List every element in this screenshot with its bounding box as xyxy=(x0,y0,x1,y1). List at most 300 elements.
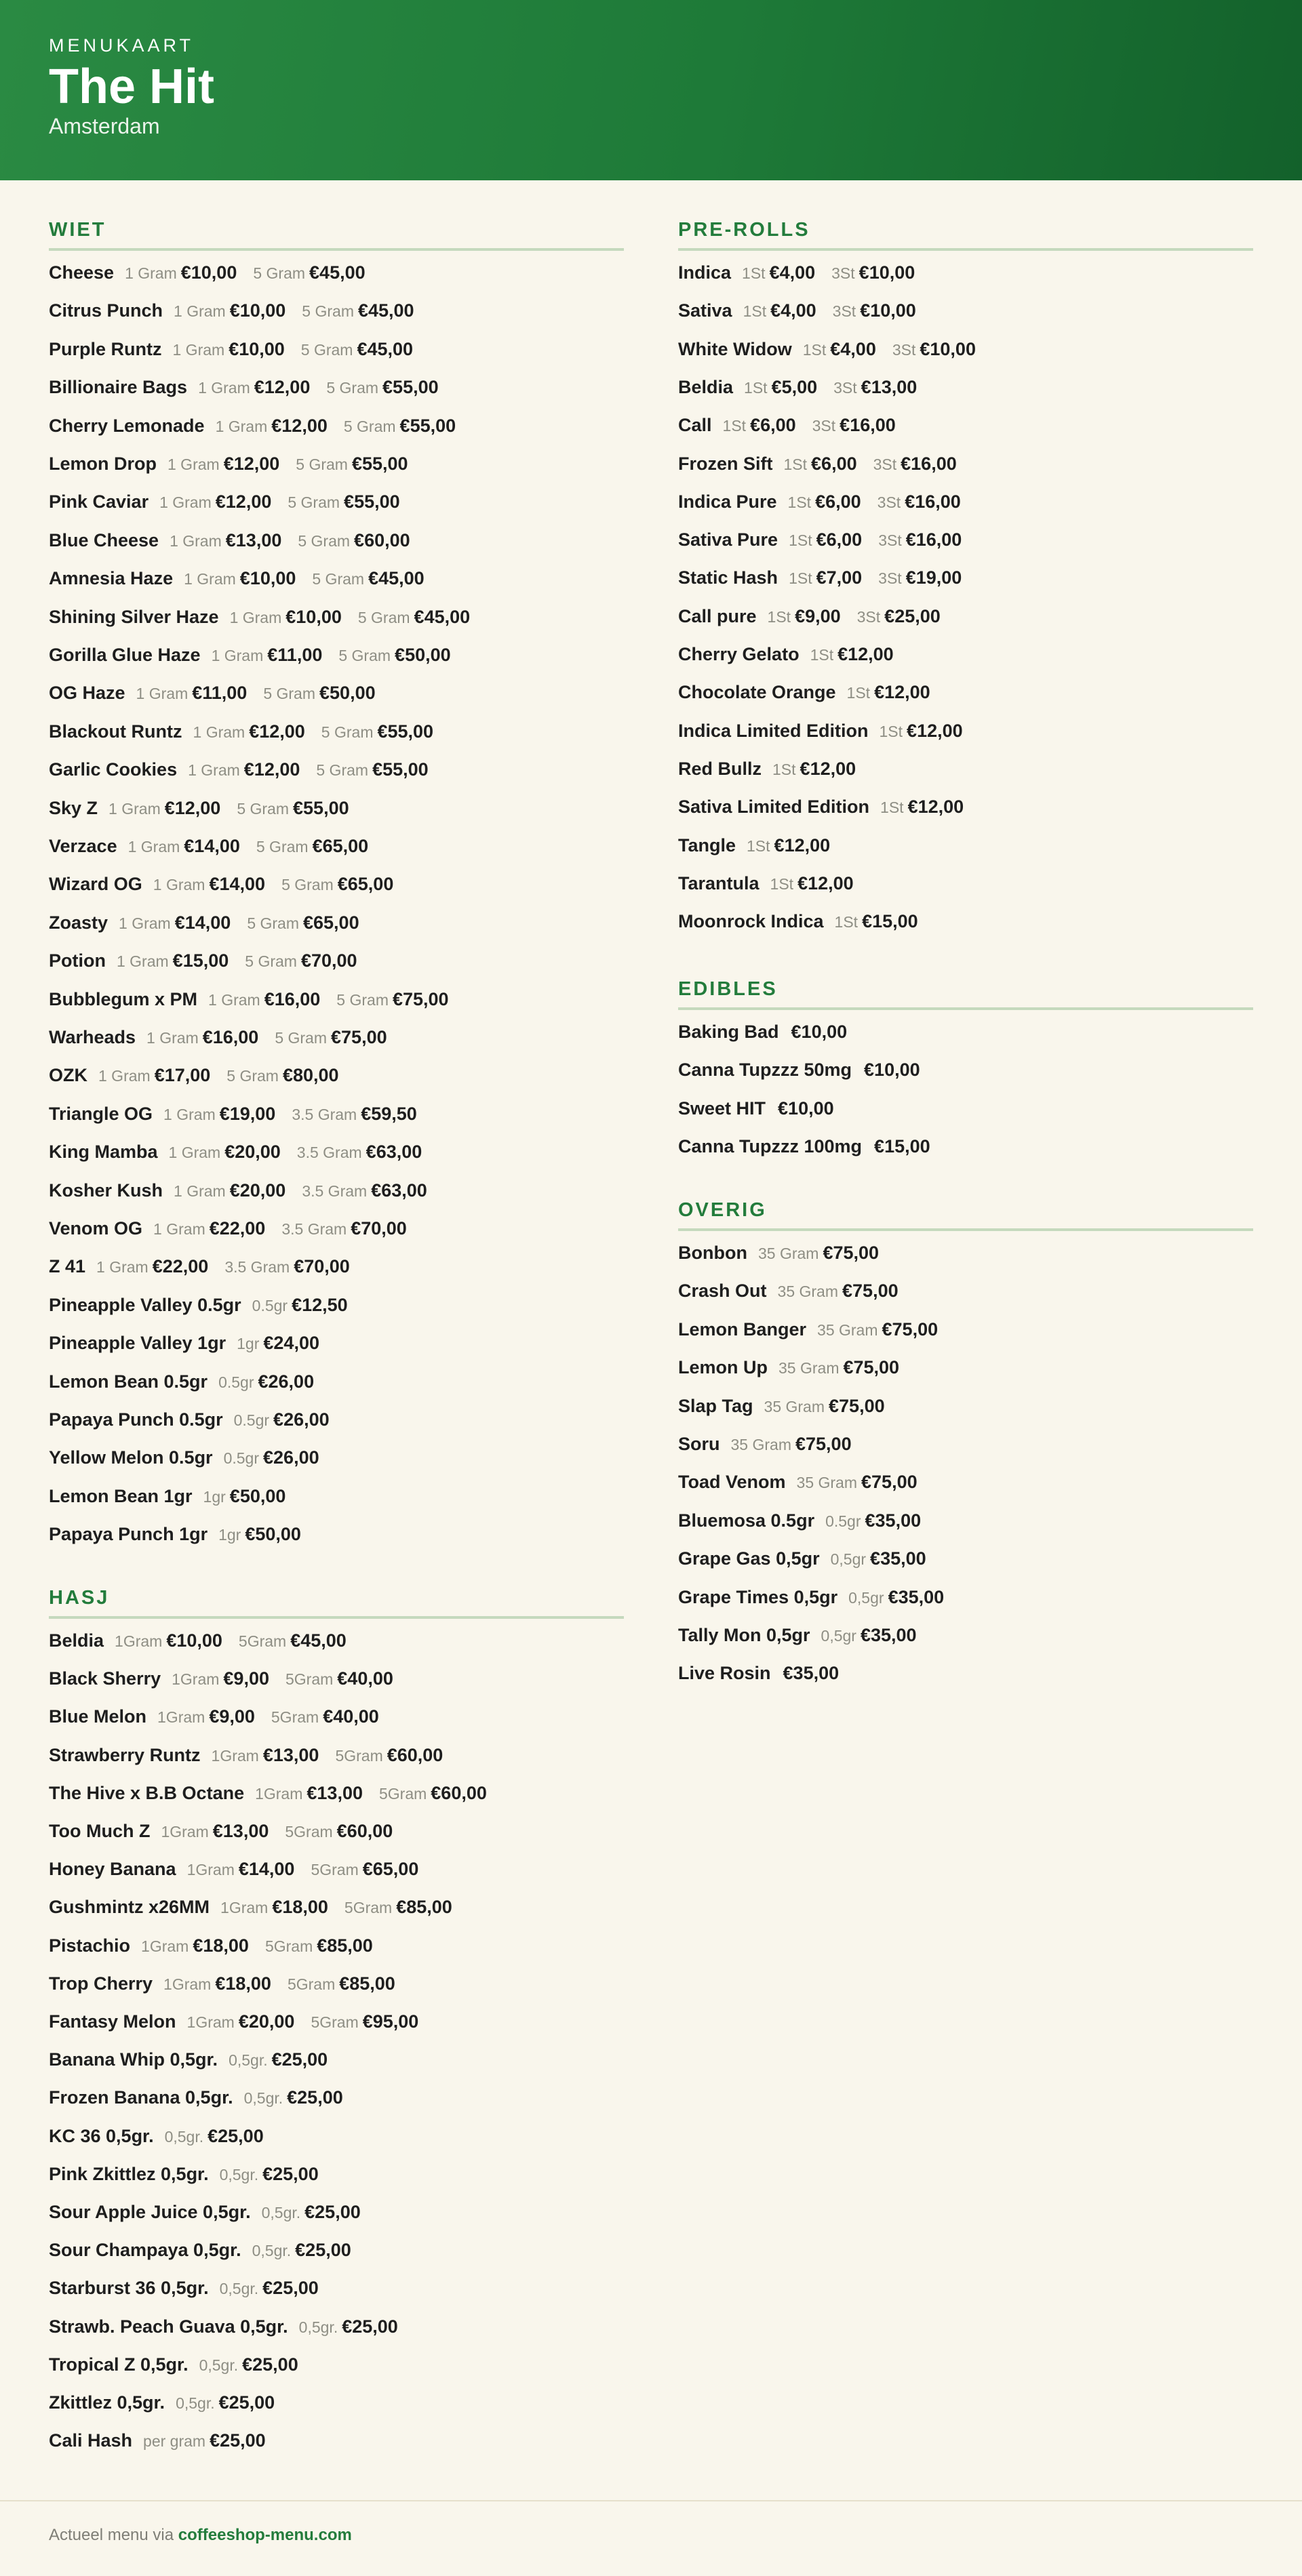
item-unit: 0,5gr. xyxy=(261,2204,301,2221)
item-name: Blackout Runtz xyxy=(49,721,182,742)
menu-item xyxy=(49,412,456,439)
item-name: Static Hash xyxy=(678,567,778,588)
item-name: Gushmintz x26MM xyxy=(49,1897,210,1918)
item-price: €16,00 xyxy=(905,529,962,550)
item-name: Warheads xyxy=(49,1027,136,1047)
item-price: €25,00 xyxy=(304,2202,361,2222)
item-unit: 3St xyxy=(833,378,857,397)
item-unit: 0,5gr xyxy=(821,1627,856,1645)
menu-item xyxy=(678,336,976,363)
item-unit: 5 Gram xyxy=(256,838,309,856)
item-price: €50,00 xyxy=(319,683,376,704)
menu-item xyxy=(49,2198,361,2226)
menu-item xyxy=(49,2084,343,2111)
item-name: Blue Cheese xyxy=(49,529,159,550)
item-name: Frozen Banana 0,5gr. xyxy=(49,2087,233,2108)
item-price: €24,00 xyxy=(263,1333,319,1354)
item-price: €4,00 xyxy=(769,262,816,283)
item-unit: 3St xyxy=(878,531,902,550)
item-name: Live Rosin xyxy=(678,1663,771,1684)
item-price: €18,00 xyxy=(215,1973,271,1994)
item-unit: 1 Gram xyxy=(153,876,205,894)
menu-item xyxy=(678,1659,839,1687)
item-unit: 1Gram xyxy=(186,1861,235,1879)
menu-item xyxy=(678,832,830,859)
item-price: €25,00 xyxy=(262,2278,319,2299)
item-price: €12,00 xyxy=(223,454,280,474)
menu-item xyxy=(678,641,894,668)
menu-item xyxy=(49,2389,275,2416)
item-name: Too Much Z xyxy=(49,1821,151,1841)
item-price: €25,00 xyxy=(287,2087,343,2108)
item-unit: 1St xyxy=(767,607,791,626)
menu-item xyxy=(49,718,433,745)
item-price: €50,00 xyxy=(395,645,451,665)
menu-item xyxy=(678,1430,852,1457)
item-name: Call xyxy=(678,415,712,436)
item-unit: 1 Gram xyxy=(188,761,240,780)
item-name: Citrus Punch xyxy=(49,300,163,321)
item-unit: 1St xyxy=(772,760,796,778)
item-unit: 3St xyxy=(832,302,856,321)
item-unit: 1 Gram xyxy=(125,264,177,282)
item-price: €18,00 xyxy=(193,1935,249,1956)
menu-item xyxy=(678,1239,879,1266)
item-price: €65,00 xyxy=(337,874,394,895)
item-name: Kosher Kush xyxy=(49,1180,163,1201)
item-price: €55,00 xyxy=(351,454,408,474)
item-unit: 1 Gram xyxy=(108,799,161,818)
item-unit: 1 Gram xyxy=(116,952,169,971)
item-price: €18,00 xyxy=(272,1897,328,1918)
item-price: €12,00 xyxy=(797,872,854,893)
item-name: Sour Apple Juice 0,5gr. xyxy=(49,2202,251,2222)
menu-item xyxy=(678,755,856,782)
item-name: Black Sherry xyxy=(49,1668,161,1689)
item-name: Cheese xyxy=(49,262,115,283)
menu-item xyxy=(49,1893,452,1920)
menu-item xyxy=(49,986,449,1013)
item-name: Sweet HIT xyxy=(678,1098,766,1119)
item-name: Baking Bad xyxy=(678,1022,779,1042)
item-name: Sativa xyxy=(678,300,732,321)
item-unit: 1St xyxy=(743,302,767,321)
item-price: €6,00 xyxy=(815,491,861,512)
item-name: Pineapple Valley 1gr xyxy=(49,1333,226,1354)
menu-item xyxy=(49,2122,264,2150)
item-name: Canna Tupzzz 100mg xyxy=(678,1135,863,1156)
menu-item xyxy=(678,679,930,706)
item-unit: 1 Gram xyxy=(172,340,225,359)
item-name: Moonrock Indica xyxy=(678,911,824,932)
item-price: €35,00 xyxy=(860,1625,917,1645)
item-name: Beldia xyxy=(678,376,734,397)
item-price: €70,00 xyxy=(294,1256,350,1277)
item-unit: 1St xyxy=(846,684,871,702)
menu-item xyxy=(678,1507,921,1534)
menu-kicker: MENUKAART xyxy=(49,35,195,56)
menu-item xyxy=(49,1444,319,1471)
item-price: €25,00 xyxy=(262,2163,319,2184)
item-unit: 5 Gram xyxy=(300,340,353,359)
item-name: Cali Hash xyxy=(49,2430,133,2451)
item-price: €75,00 xyxy=(829,1395,885,1416)
menu-item xyxy=(49,1970,395,1997)
item-name: Bluemosa 0.5gr xyxy=(678,1510,815,1531)
item-name: Banana Whip 0,5gr. xyxy=(49,2049,218,2070)
item-price: €14,00 xyxy=(238,1859,295,1880)
item-price: €75,00 xyxy=(843,1357,900,1378)
item-unit: 1St xyxy=(744,378,768,397)
item-price: €10,00 xyxy=(285,606,342,627)
item-price: €26,00 xyxy=(263,1447,319,1468)
item-name: Papaya Punch 0.5gr xyxy=(49,1409,223,1430)
item-name: Grape Times 0,5gr xyxy=(678,1586,838,1607)
item-name: Lemon Bean 1gr xyxy=(49,1485,193,1506)
menu-item xyxy=(678,603,941,630)
item-name: Chocolate Orange xyxy=(678,682,836,703)
item-unit: 1 Gram xyxy=(174,1182,226,1200)
item-unit: 1Gram xyxy=(157,1708,205,1727)
menu-item xyxy=(49,1483,285,1510)
item-price: €14,00 xyxy=(209,874,266,895)
item-price: €45,00 xyxy=(357,338,414,359)
menu-item xyxy=(49,1521,301,1548)
item-unit: 5 Gram xyxy=(316,761,369,780)
section-title: WIET xyxy=(49,217,624,251)
item-unit: 0,5gr xyxy=(848,1588,884,1607)
menu-item xyxy=(49,297,414,324)
item-price: €75,00 xyxy=(842,1281,899,1302)
item-price: €13,00 xyxy=(861,376,918,397)
menu-item xyxy=(678,1316,938,1343)
menu-item xyxy=(678,1584,944,1611)
item-price: €20,00 xyxy=(238,2011,295,2032)
item-unit: 5Gram xyxy=(344,1899,393,1917)
item-unit: 1Gram xyxy=(163,1975,212,1993)
item-price: €50,00 xyxy=(245,1524,301,1545)
shop-city: Amsterdam xyxy=(49,114,160,138)
item-name: Sky Z xyxy=(49,797,98,818)
footer-note xyxy=(49,2526,352,2545)
item-price: €12,00 xyxy=(907,720,963,741)
item-name: Tally Mon 0,5gr xyxy=(678,1625,810,1645)
item-unit: 5Gram xyxy=(238,1632,287,1650)
item-unit: 1St xyxy=(810,646,834,664)
item-price: €70,00 xyxy=(300,950,357,971)
item-unit: 35 Gram xyxy=(757,1245,819,1262)
item-name: Tarantula xyxy=(678,872,760,893)
item-price: €6,00 xyxy=(816,529,863,550)
item-price: €19,00 xyxy=(219,1103,276,1124)
menu-item xyxy=(49,1817,393,1845)
item-unit: 3.5 Gram xyxy=(292,1105,357,1123)
item-unit: 1Gram xyxy=(186,2013,235,2031)
item-unit: 5 Gram xyxy=(302,302,354,321)
item-unit: 5 Gram xyxy=(275,1029,328,1047)
item-unit: 3.5 Gram xyxy=(296,1144,362,1162)
menu-item xyxy=(49,1329,319,1356)
item-unit: 3St xyxy=(856,607,881,626)
item-price: €4,00 xyxy=(830,338,876,359)
menu-item xyxy=(678,297,916,324)
item-unit: 5 Gram xyxy=(263,685,316,703)
item-unit: 1St xyxy=(789,531,812,550)
menu-item xyxy=(49,450,408,477)
item-unit: 1Gram xyxy=(141,1937,189,1955)
item-unit: 1Gram xyxy=(161,1823,209,1840)
item-price: €85,00 xyxy=(317,1935,373,1956)
item-name: Amnesia Haze xyxy=(49,568,174,589)
menu-item xyxy=(49,947,357,974)
item-price: €45,00 xyxy=(309,262,366,283)
item-price: €20,00 xyxy=(224,1142,281,1163)
item-unit: 1 Gram xyxy=(159,494,212,512)
item-name: Soru xyxy=(678,1434,720,1454)
item-price: €9,00 xyxy=(223,1668,269,1689)
item-price: €4,00 xyxy=(770,300,816,321)
item-price: €13,00 xyxy=(307,1782,363,1803)
item-unit: 35 Gram xyxy=(778,1359,840,1377)
item-name: Trop Cherry xyxy=(49,1973,153,1994)
item-unit: 1 Gram xyxy=(98,1067,151,1085)
menu-item xyxy=(49,2313,398,2340)
menu-item xyxy=(678,1468,918,1495)
item-name: Bubblegum x PM xyxy=(49,988,198,1009)
menu-item xyxy=(678,1056,920,1083)
menu-item xyxy=(49,1627,347,1654)
menu-item xyxy=(678,259,915,286)
item-unit: 5 Gram xyxy=(247,914,299,932)
item-price: €14,00 xyxy=(184,836,240,856)
item-unit: 1 Gram xyxy=(208,990,260,1009)
item-price: €6,00 xyxy=(750,415,796,436)
item-name: Purple Runtz xyxy=(49,338,162,359)
item-price: €15,00 xyxy=(172,950,229,971)
item-name: Canna Tupzzz 50mg xyxy=(678,1060,852,1081)
item-price: €55,00 xyxy=(344,491,400,512)
item-unit: 0,5gr xyxy=(830,1550,867,1569)
item-name: Garlic Cookies xyxy=(49,759,178,780)
item-unit: 1 Gram xyxy=(170,531,222,550)
item-price: €85,00 xyxy=(339,1973,395,1994)
item-unit: 1 Gram xyxy=(229,608,282,626)
item-price: €10,00 xyxy=(778,1098,834,1119)
menu-item xyxy=(49,2046,328,2073)
menu-item xyxy=(49,603,470,630)
menu-item xyxy=(49,2427,266,2454)
menu-item xyxy=(678,1018,847,1045)
item-unit: 1Gram xyxy=(211,1746,259,1765)
item-price: €9,00 xyxy=(209,1706,255,1727)
menu-item xyxy=(678,1392,885,1420)
item-price: €25,00 xyxy=(218,2392,275,2413)
item-unit: 1Gram xyxy=(115,1632,163,1650)
item-price: €55,00 xyxy=(399,415,456,436)
item-name: Potion xyxy=(49,950,106,971)
item-name: King Mamba xyxy=(49,1142,158,1163)
item-price: €10,00 xyxy=(180,262,237,283)
item-price: €19,00 xyxy=(905,567,962,588)
item-name: Bonbon xyxy=(678,1243,747,1263)
item-price: €25,00 xyxy=(342,2316,398,2337)
item-name: Triangle OG xyxy=(49,1103,153,1124)
item-unit: 5 Gram xyxy=(237,799,290,818)
item-name: Lemon Drop xyxy=(49,454,157,474)
item-unit: 5 Gram xyxy=(338,647,391,664)
item-unit: 3St xyxy=(873,455,897,473)
item-price: €40,00 xyxy=(323,1706,379,1727)
item-name: Indica Pure xyxy=(678,491,777,512)
item-name: Pink Caviar xyxy=(49,491,149,512)
item-unit: 3St xyxy=(878,569,902,588)
item-unit: 5Gram xyxy=(378,1784,427,1803)
footer-link[interactable]: coffeeshop-menu.com xyxy=(178,2526,352,2544)
item-price: €25,00 xyxy=(295,2240,351,2261)
item-price: €12,00 xyxy=(215,491,272,512)
item-name: Billionaire Bags xyxy=(49,377,188,398)
item-price: €16,00 xyxy=(202,1027,259,1047)
menu-item xyxy=(678,908,918,935)
item-price: €95,00 xyxy=(362,2011,419,2032)
menu-item xyxy=(678,411,896,439)
item-unit: 1St xyxy=(747,837,770,855)
menu-item xyxy=(49,679,376,706)
item-unit: 1 Gram xyxy=(215,417,268,435)
footer-prefix: Actueel menu via xyxy=(49,2526,174,2544)
item-unit: 1Gram xyxy=(255,1784,303,1803)
item-unit: 0,5gr. xyxy=(176,2394,215,2412)
item-unit: 1St xyxy=(879,722,903,740)
menu-item xyxy=(678,526,962,553)
item-price: €65,00 xyxy=(312,836,369,856)
item-price: €11,00 xyxy=(192,683,248,704)
item-unit: 1Gram xyxy=(220,1899,269,1917)
item-price: €60,00 xyxy=(431,1782,487,1803)
item-unit: 0,5gr. xyxy=(229,2051,268,2070)
item-unit: 3St xyxy=(812,417,836,435)
item-name: Honey Banana xyxy=(49,1859,176,1880)
item-price: €12,50 xyxy=(292,1294,348,1315)
menu-item xyxy=(49,1665,393,1692)
item-name: Red Bullz xyxy=(678,758,762,779)
item-unit: 5 Gram xyxy=(281,876,334,894)
menu-item xyxy=(49,527,410,554)
item-price: €12,00 xyxy=(164,797,221,818)
item-name: Cherry Gelato xyxy=(678,644,800,664)
menu-item xyxy=(49,909,359,936)
item-price: €80,00 xyxy=(282,1065,339,1086)
item-name: Grape Gas 0,5gr xyxy=(678,1548,820,1569)
item-unit: 0.5gr xyxy=(233,1411,270,1429)
item-price: €12,00 xyxy=(774,834,831,856)
item-price: €10,00 xyxy=(229,300,286,321)
menu-item xyxy=(49,794,349,822)
item-price: €12,00 xyxy=(249,721,305,742)
item-unit: 1St xyxy=(742,264,766,282)
item-unit: 35 Gram xyxy=(764,1397,825,1415)
item-unit: 1 Gram xyxy=(184,570,236,588)
item-price: €12,00 xyxy=(837,644,894,664)
item-name: Strawberry Runtz xyxy=(49,1744,201,1765)
item-price: €85,00 xyxy=(396,1897,452,1918)
item-price: €50,00 xyxy=(229,1485,286,1506)
menu-item xyxy=(49,1138,422,1165)
menu-item xyxy=(49,1932,373,1959)
item-price: €16,00 xyxy=(840,415,896,436)
menu-item xyxy=(49,2008,418,2035)
item-unit: 0,5gr. xyxy=(219,2165,259,2183)
shop-title: The Hit xyxy=(49,60,214,114)
item-unit: 35 Gram xyxy=(817,1321,878,1339)
item-name: Sativa Limited Edition xyxy=(678,797,870,818)
item-unit: 5 Gram xyxy=(343,417,396,435)
item-price: €35,00 xyxy=(870,1548,926,1569)
menu-item xyxy=(49,1024,387,1051)
item-unit: 1St xyxy=(783,455,808,473)
item-price: €6,00 xyxy=(811,453,857,474)
item-price: €16,00 xyxy=(901,453,957,474)
item-name: Wizard OG xyxy=(49,874,142,895)
menu-item xyxy=(49,1291,348,1319)
item-name: Yellow Melon 0.5gr xyxy=(49,1447,213,1468)
menu-item xyxy=(49,1855,418,1883)
item-price: €9,00 xyxy=(795,605,841,626)
menu-item xyxy=(678,488,961,515)
item-unit: 1St xyxy=(722,417,747,435)
menu-item xyxy=(49,756,429,783)
item-price: €25,00 xyxy=(210,2430,266,2451)
item-price: €70,00 xyxy=(351,1218,407,1239)
item-price: €75,00 xyxy=(882,1319,939,1340)
item-price: €75,00 xyxy=(823,1243,880,1263)
item-price: €60,00 xyxy=(336,1821,393,1841)
item-unit: 1St xyxy=(789,569,812,588)
item-name: Frozen Sift xyxy=(678,453,773,474)
item-unit: 1 Gram xyxy=(168,1144,221,1162)
menu-item xyxy=(49,336,413,363)
item-price: €15,00 xyxy=(862,911,918,932)
menu-item xyxy=(678,1133,930,1160)
item-price: €75,00 xyxy=(861,1472,918,1493)
item-name: Gorilla Glue Haze xyxy=(49,645,201,665)
item-price: €12,00 xyxy=(874,682,930,703)
item-price: €65,00 xyxy=(362,1859,419,1880)
item-name: Beldia xyxy=(49,1630,104,1651)
item-unit: 1 Gram xyxy=(167,456,220,473)
item-unit: 0.5gr xyxy=(223,1449,260,1468)
item-unit: 1 Gram xyxy=(193,723,245,741)
item-name: Papaya Punch 1gr xyxy=(49,1524,208,1545)
item-name: OG Haze xyxy=(49,683,125,704)
item-unit: 1gr xyxy=(203,1487,226,1506)
item-unit: 5 Gram xyxy=(296,456,348,473)
menu-item xyxy=(49,1177,427,1204)
item-unit: per gram xyxy=(143,2432,206,2451)
item-price: €15,00 xyxy=(874,1135,930,1156)
menu-item xyxy=(49,2351,298,2378)
menu-item xyxy=(49,1406,330,1433)
menu-item xyxy=(49,1779,487,1807)
item-name: The Hive x B.B Octane xyxy=(49,1782,245,1803)
item-price: €35,00 xyxy=(783,1663,840,1684)
item-name: Sativa Pure xyxy=(678,529,778,550)
item-price: €10,00 xyxy=(859,262,915,283)
item-unit: 5 Gram xyxy=(336,990,389,1009)
item-price: €26,00 xyxy=(273,1409,330,1430)
menu-item xyxy=(678,793,964,820)
item-name: White Widow xyxy=(678,338,792,359)
